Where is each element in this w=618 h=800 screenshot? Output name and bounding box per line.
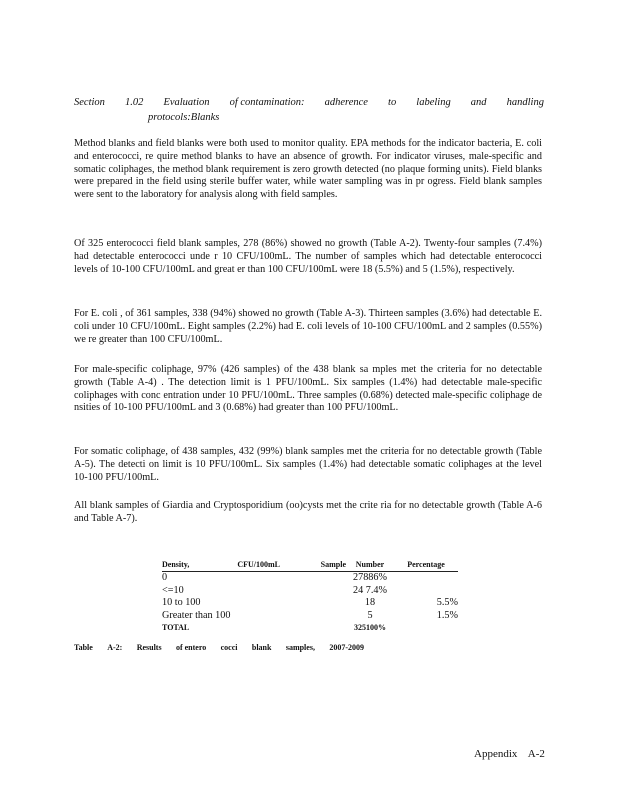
page-footer: [474, 748, 545, 760]
paragraph-method-blanks: Method blanks and field blanks were both used to monitor quality. EPA methods for the indicator bacteria, E. coli and enterococci, re quire method blanks to have an absence of growth. For indicator viruses, male-specific and somatic coliphages, the method blank requirement is zero growth detected (no plaque forming units). Field blanks were prepared in the field using sterile buffer water, while water sampling was in pr ogress. Field blank samples were sent to the laboratory for analysis along with field samples.: [74, 138, 542, 201]
caption-word: of entero: [175, 643, 207, 652]
heading-word: adherence: [324, 97, 368, 108]
heading-word: of contamination:: [229, 97, 305, 108]
results-table: [162, 560, 458, 634]
table-cell-number: 27886%: [353, 572, 387, 583]
paragraph-giardia-crypto: All blank samples of Giardia and Cryptosporidium (oo)cysts met the crite ria for no detectable growth (Table A-6 and Table A-7).: [74, 500, 542, 524]
caption-word: 2007-2009: [329, 643, 364, 652]
caption-word: samples,: [285, 643, 315, 652]
table-row: [162, 597, 458, 610]
table-header-cell: Percentage: [407, 560, 445, 569]
table-cell-density: 0: [162, 572, 168, 583]
table-cell-percent: [394, 585, 458, 598]
footer-page-number: A-2: [527, 748, 545, 760]
paragraph-e-coli: For E. coli , of 361 samples, 338 (94%) showed no growth (Table A-3). Thirteen samples (3.6%) had detectable E. coli under 10 CFU/100mL. Eight samples (2.2%) had E. coli levels of 10-100 CFU/100mL and 2 samples (0.55%) we re greater than 100 CFU/100mL.: [74, 308, 542, 345]
paragraph-male-specific-coliphage: For male-specific coliphage, 97% (426 samples) of the 438 blank sa mples met the criteria for no detectable growth (Table A-4) . The detection limit is 1 PFU/100mL. Six samples (1.4%) had detectable male-specific coliphages with conc entration under 10 PFU/100mL. Three samples (0.68%) detected male-specific coliphage de nsities of 10-100 PFU/100mL and 3 (0.68%) had greater than 100 PFU/100mL.: [74, 364, 542, 414]
caption-word: Table: [74, 643, 93, 652]
paragraph-somatic-coliphage: For somatic coliphage, of 438 samples, 432 (99%) blank samples met the criteria for no detectable growth (Table A-5). The detecti on limit is 10 PFU/100mL. Six samples (1.4%) had detectable somatic coliphages at the level 10-100 PFU/100mL.: [74, 446, 542, 483]
table-row-total: [162, 622, 458, 634]
table-cell-density: Greater than 100: [162, 609, 231, 621]
table-cell-density: <=10: [162, 584, 184, 596]
table-cell-number: 5: [367, 609, 373, 621]
table-row: [162, 585, 458, 598]
table-row: [162, 572, 458, 585]
table-header-cell: Number: [355, 560, 385, 569]
table-header-cell: Sample: [320, 560, 346, 569]
section-heading: [74, 95, 544, 125]
heading-word: handling: [506, 97, 544, 108]
table-cell-density: 10 to 100: [162, 597, 201, 609]
heading-word: to: [388, 97, 397, 108]
table-header-cell: CFU/100mL: [237, 560, 280, 569]
caption-word: cocci: [220, 643, 238, 652]
table-cell-percent: 1.5%: [436, 609, 458, 621]
caption-word: Results: [136, 643, 162, 652]
heading-word: labeling: [416, 97, 451, 108]
heading-word: and: [470, 97, 487, 108]
table-cell-percent: [394, 622, 458, 634]
caption-word: blank: [251, 643, 272, 652]
table-header-cell: Density,: [162, 560, 190, 569]
table-cell-number: 24 7.4%: [353, 584, 387, 596]
table-cell-number: 325100%: [354, 623, 386, 633]
table-cell-percent: 5.5%: [436, 597, 458, 609]
table-row: [162, 610, 458, 623]
heading-section-number: 1.02: [124, 97, 144, 108]
table-header: [162, 560, 458, 572]
heading-section-word: Section: [74, 97, 105, 108]
paragraph-enterococci: Of 325 enterococci field blank samples, 278 (86%) showed no growth (Table A-2). Twenty-four samples (7.4%) had detectable enterococci unde r 10 CFU/100mL. The number of samples which had detectable enterococci levels of 10-100 CFU/100mL and great er than 100 CFU/100mL were 18 (5.5%) and 5 (1.5%), respectively.: [74, 238, 542, 275]
caption-word: A-2:: [107, 643, 123, 652]
heading-line-2: protocols:Blanks: [148, 112, 220, 123]
footer-label: Appendix: [474, 748, 518, 760]
table-cell-number: 18: [364, 597, 376, 609]
table-caption: [74, 643, 364, 652]
table-cell-density: TOTAL: [162, 623, 190, 633]
table-cell-percent: [394, 572, 458, 585]
heading-word: Evaluation: [163, 97, 210, 108]
